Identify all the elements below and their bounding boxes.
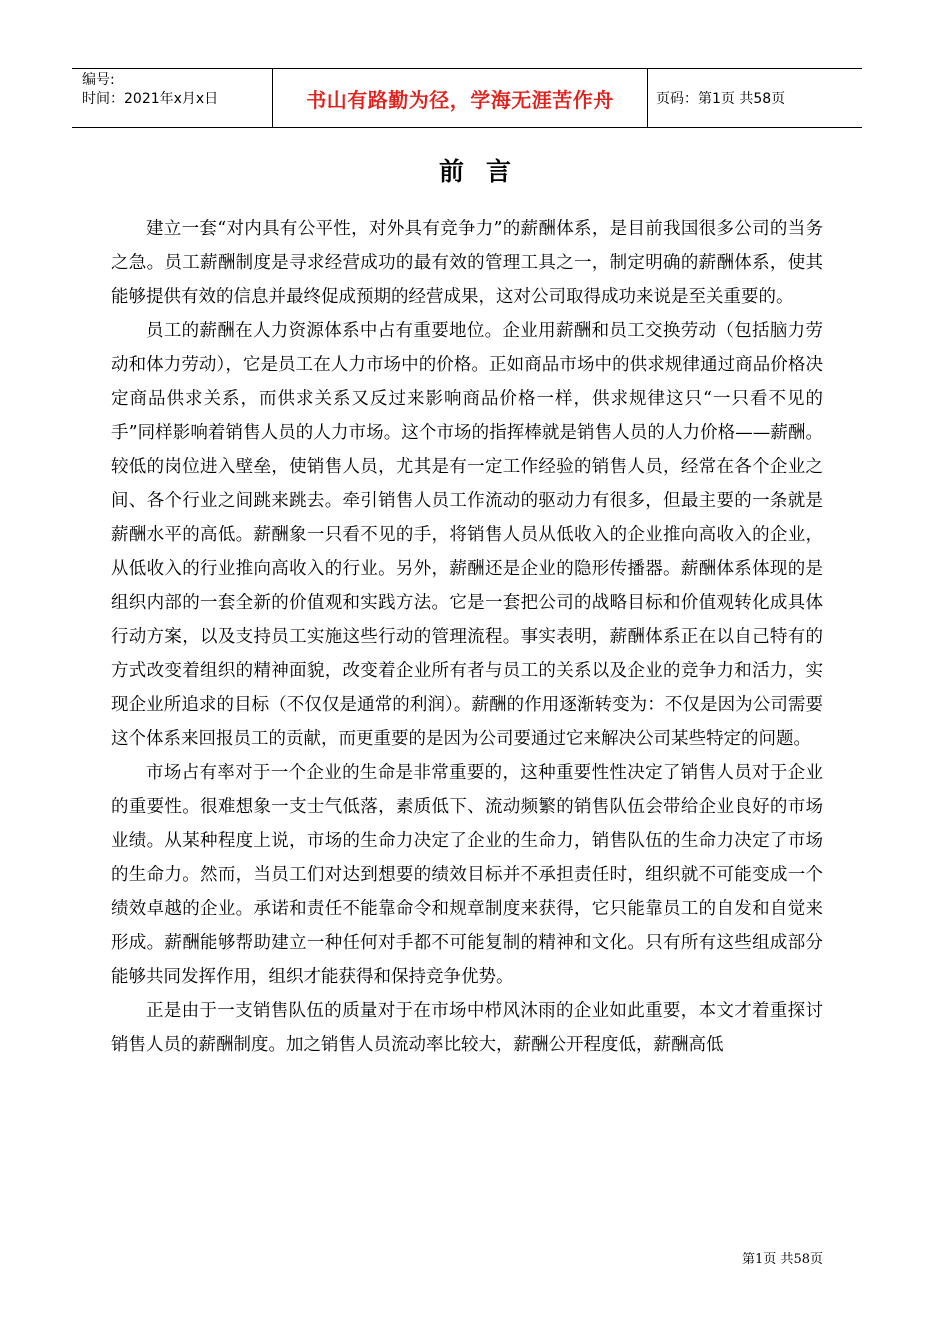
- document-body: [111, 212, 823, 1062]
- header-motto-cell: [273, 69, 648, 127]
- document-number-label: 编号:: [82, 72, 115, 88]
- header-page-cell: [648, 69, 862, 127]
- header-meta: [72, 69, 273, 127]
- header-page-info: 页码：第1页 共58页: [656, 91, 786, 107]
- paragraph-2: 员工的薪酬在人力资源体系中占有重要地位。企业用薪酬和员工交换劳动（包括脑力劳动和体力劳动），它是员工在人力市场中的价格。正如商品市场中的供求规律通过商品价格决定商品供求关系，而供求关系又反过来影响商品价格一样，供求规律这只“一只看不见的手”同样影响着销售人员的人力市场。这个市场的指挥棒就是销售人员的人力价格——薪酬。较低的岗位进入壁垒，使销售人员，尤其是有一定工作经验的销售人员，经常在各个企业之间、各个行业之间跳来跳去。牵引销售人员工作流动的驱动力有很多，但最主要的一条就是薪酬水平的高低。薪酬象一只看不见的手，将销售人员从低收入的企业推向高收入的企业，从低收入的行业推向高收入的行业。另外，薪酬还是企业的隐形传播器。薪酬体系体现的是组织内部的一套全新的价值观和实践方法。它是一套把公司的战略目标和价值观转化成具体行动方案，以及支持员工实施这些行动的管理流程。事实表明，薪酬体系正在以自己特有的方式改变着组织的精神面貌，改变着企业所有者与员工的关系以及企业的竞争力和活力，实现企业所追求的目标（不仅仅是通常的利润）。薪酬的作用逐渐转变为：不仅是因为公司需要这个体系来回报员工的贡献，而更重要的是因为公司要通过它来解决公司某些特定的问题。: [111, 321, 823, 749]
- paragraph-1: 建立一套“对内具有公平性，对外具有竞争力”的薪酬体系，是目前我国很多公司的当务之急。员工薪酬制度是寻求经营成功的最有效的管理工具之一，制定明确的薪酬体系，使其能够提供有效的信息并最终促成预期的经营成果，这对公司取得成功来说是至关重要的。: [111, 219, 823, 307]
- document-title: 前言: [438, 157, 533, 186]
- header-motto: 书山有路勤为径，学海无涯苦作舟: [306, 87, 614, 112]
- page-header: [72, 68, 862, 128]
- footer-page-info: 第1页 共58页: [742, 1252, 823, 1267]
- paragraph-3: 市场占有率对于一个企业的生命是非常重要的，这种重要性性决定了销售人员对于企业的重要性。很难想象一支士气低落，素质低下、流动频繁的销售队伍会带给企业良好的市场业绩。从某种程度上说，市场的生命力决定了企业的生命力，销售队伍的生命力决定了市场的生命力。然而，当员工们对达到想要的绩效目标并不承担责任时，组织就不可能变成一个绩效卓越的企业。承诺和责任不能靠命令和规章制度来获得，它只能靠员工的自发和自觉来形成。薪酬能够帮助建立一种任何对手都不可能复制的精神和文化。只有所有这些组成部分能够共同发挥作用，组织才能获得和保持竞争优势。: [111, 763, 823, 987]
- document-time-label: 时间：2021年x月x日: [82, 91, 219, 107]
- paragraph-4: 正是由于一支销售队伍的质量对于在市场中栉风沐雨的企业如此重要，本文才着重探讨销售人员的薪酬制度。加之销售人员流动率比较大，薪酬公开程度低，薪酬高低: [111, 1001, 823, 1055]
